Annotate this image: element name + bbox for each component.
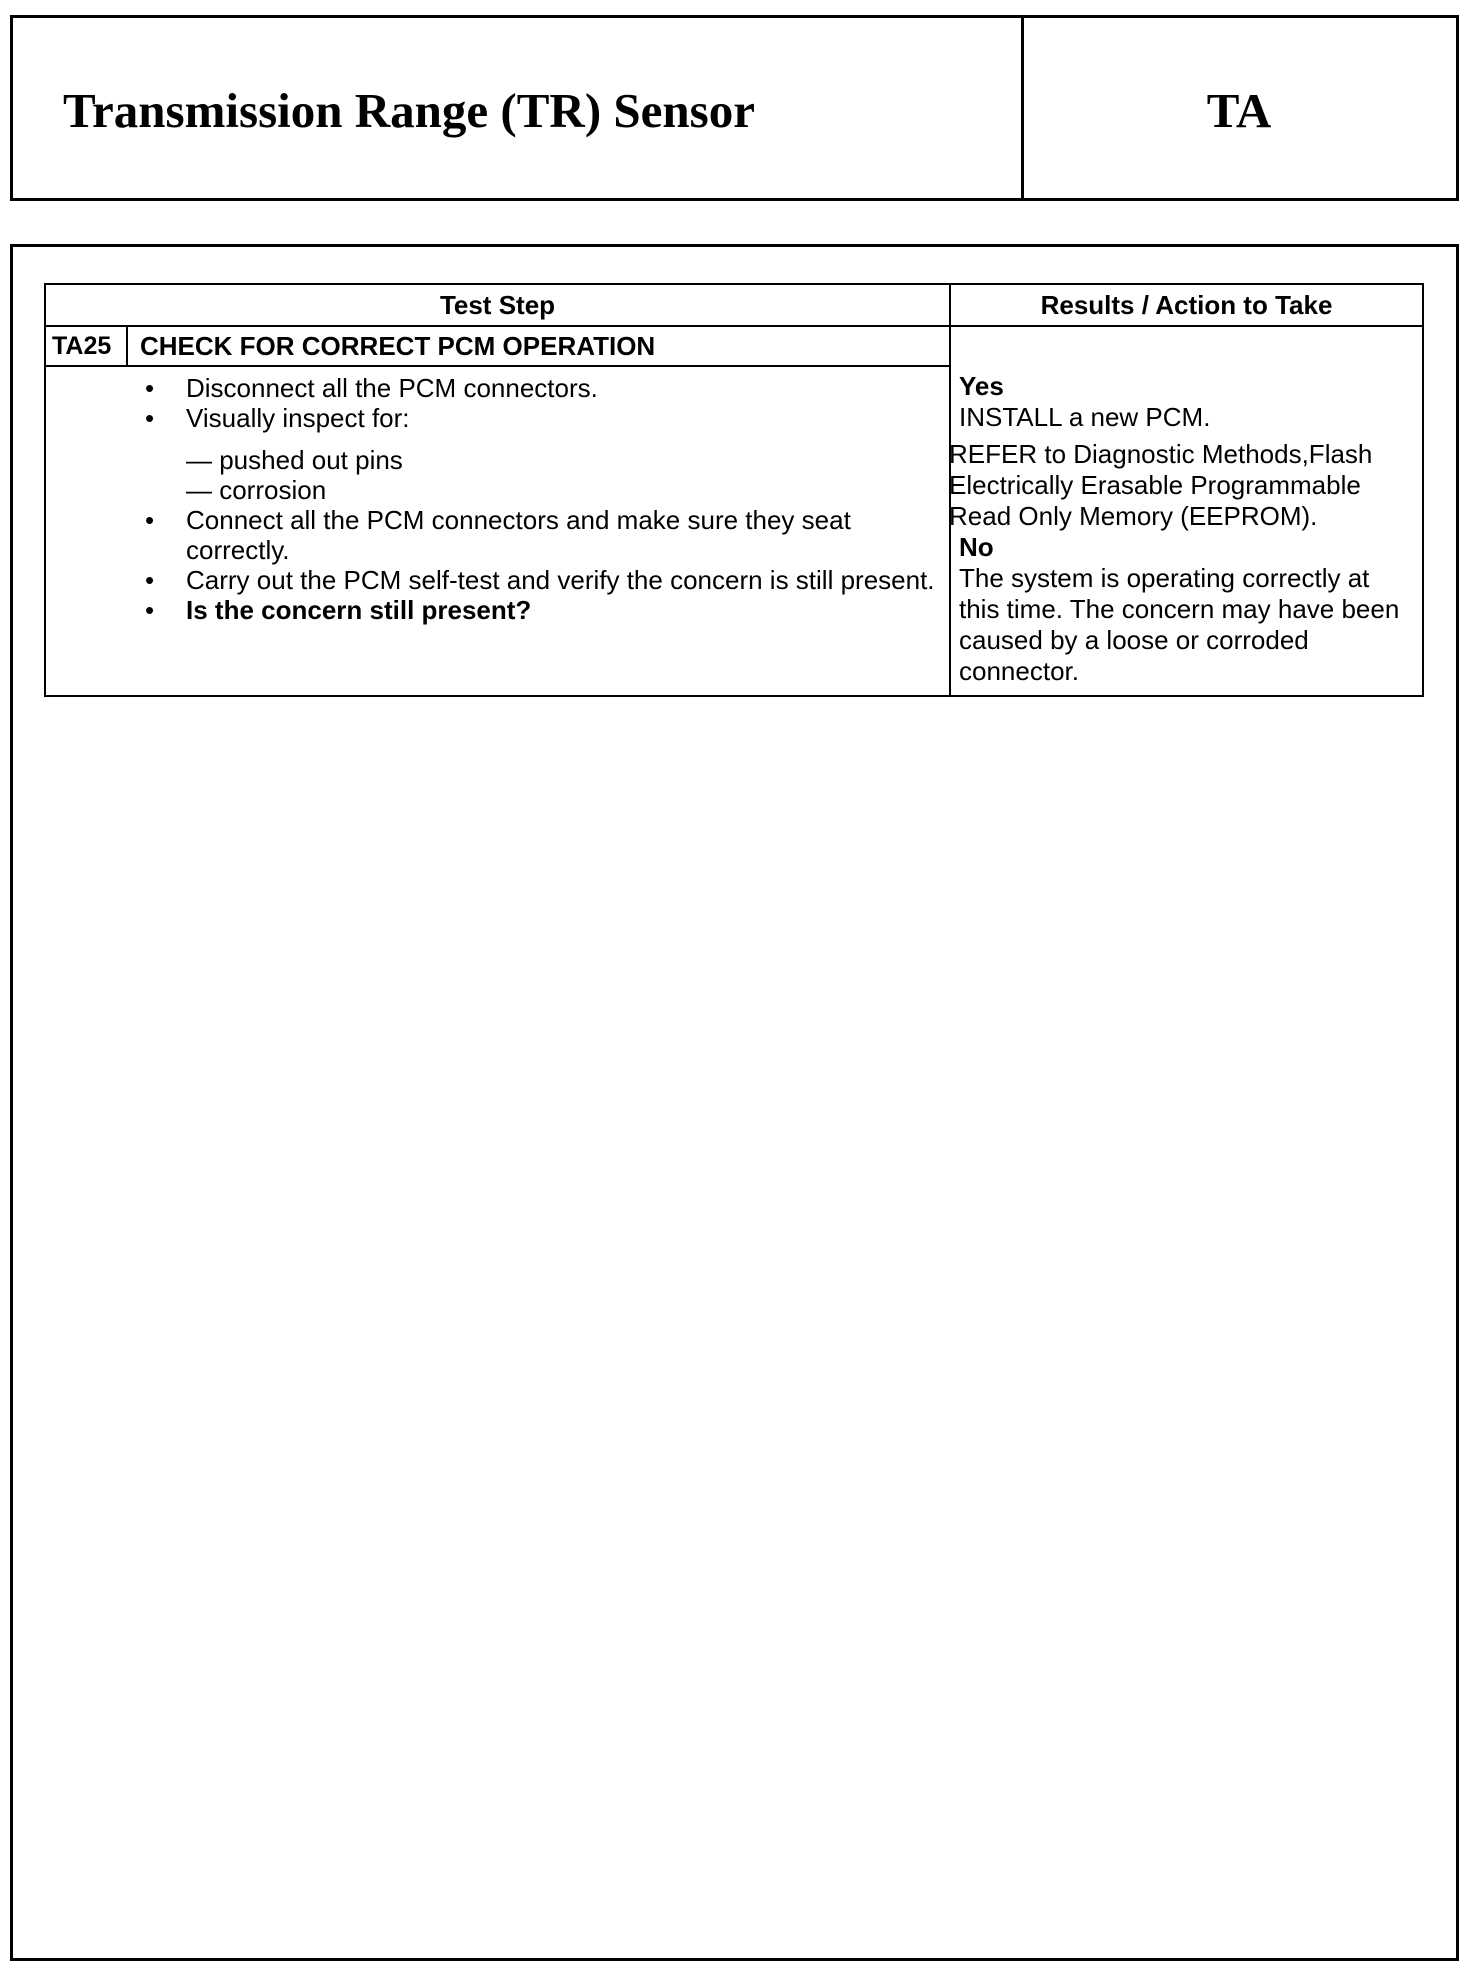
page-header <box>10 15 1459 201</box>
list-item <box>143 373 939 403</box>
step-title-cell <box>45 326 950 366</box>
no-action: The system is operating correctly at this time. The concern may have been caused by a loose or corroded connector. <box>959 563 1400 686</box>
test-step-header: Test Step <box>45 284 950 326</box>
step-id: TA25 <box>46 327 128 365</box>
bullet-icon: • <box>145 373 155 403</box>
yes-action: INSTALL a new PCM. <box>959 402 1211 432</box>
instructions-cell <box>45 366 950 696</box>
bullet-icon: • <box>145 403 155 433</box>
inspection-sub-list <box>186 445 939 505</box>
step-title: CHECK FOR CORRECT PCM OPERATION <box>140 330 656 361</box>
sub-list-item: — corrosion <box>186 475 327 505</box>
bullet-icon: • <box>145 595 155 625</box>
content-frame <box>10 244 1459 1961</box>
results-content <box>951 327 1422 695</box>
table-header-row <box>45 284 1423 326</box>
instruction-text: Disconnect all the PCM connectors. <box>186 373 598 403</box>
header-title-cell <box>13 18 1024 198</box>
section-code: TA <box>1206 82 1272 138</box>
step-title-row <box>45 326 1423 366</box>
list-item <box>143 595 939 625</box>
instruction-text: Connect all the PCM connectors and make sure they seat correctly. <box>186 505 851 565</box>
list-item <box>143 505 939 565</box>
sub-list-item: — pushed out pins <box>186 445 403 475</box>
bullet-icon: • <box>145 505 155 535</box>
header-code-cell <box>1024 18 1456 198</box>
results-cell <box>950 326 1423 696</box>
no-label: No <box>959 532 994 562</box>
instruction-text: Carry out the PCM self-test and verify the concern is still present. <box>186 565 935 595</box>
instruction-text: Visually inspect for: <box>186 403 410 433</box>
instruction-list <box>46 373 939 625</box>
test-step-table <box>44 283 1424 697</box>
page-title: Transmission Range (TR) Sensor <box>63 82 755 138</box>
yes-label: Yes <box>959 371 1004 401</box>
list-item <box>143 565 939 595</box>
results-header: Results / Action to Take <box>950 284 1423 326</box>
bullet-icon: • <box>145 565 155 595</box>
yes-refer: REFER to Diagnostic Methods,Flash Electrically Erasable Programmable Read Only Memory (EEPROM). <box>949 439 1373 531</box>
list-item <box>143 403 939 505</box>
instruction-question: Is the concern still present? <box>186 595 532 625</box>
